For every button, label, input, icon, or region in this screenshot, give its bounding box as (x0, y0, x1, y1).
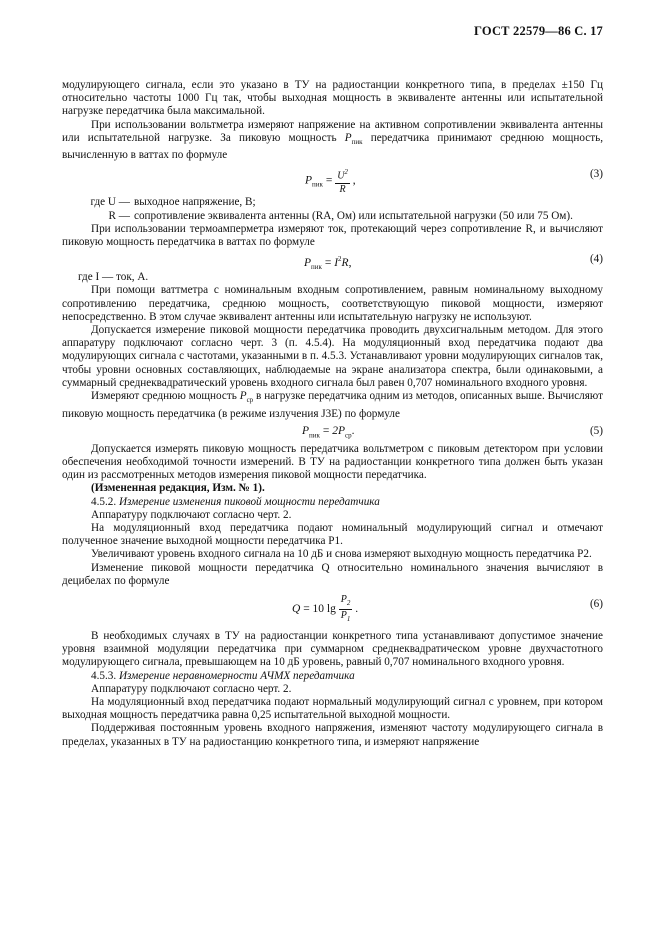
where-text: выходное напряжение, В; (134, 196, 256, 209)
where-label: где U — (90, 196, 130, 209)
paragraph: Увеличивают уровень входного сигнала на 10 дБ и снова измеряют выходную мощность передатчика P2. (91, 548, 592, 561)
paragraph: Изменение пиковой мощности передатчика Q относительно номинального значения вычисляют в децибелах по формуле (62, 561, 603, 587)
amendment-note: (Измененная редакция, Изм. № 1). (91, 482, 265, 495)
formula-5 (62, 421, 603, 443)
formula-4-expression: $P_{пик} = I^2R$, (304, 255, 352, 272)
where-block (62, 196, 603, 222)
paragraph: Допускается измерение пиковой мощности передатчика проводить двухсигнальным методом. Для этого аппаратуру подключают согласно черт. 3 (п. 4.5.4). На модуляционный вход передатчика подают два модулирующих сигнала с частотами, указанными в п. 4.5.3. Устанавливают уровни модулирующих сигналов так, чтобы уровни основных составляющих, наблюдаемые на экране анализатора спектра, были одинаковыми, а суммарный среднеквадратический уровень входного сигнала был равен 0,707 номинального входного уровня. (62, 324, 603, 389)
paragraph: Допускается измерять пиковую мощность передатчика вольтметром с пиковым детектором при условии обеспечения необходимой точности измерений. В ТУ на радиостанции конкретного типа должен быть указан один из рассмотренных методов измерения пиковой мощности передатчика. (62, 442, 603, 482)
where-text: где I — ток, А. (78, 271, 149, 284)
formula-4-number: (4) (589, 253, 603, 266)
paragraph: При использовании вольтметра измеряют напряжение на активном сопротивлении эквивалента антенны или испытательной нагрузке. За пиковую мощность $P_{пик}$ передатчика принимают среднюю мощность, вычисленную в ваттах по формуле (62, 118, 604, 162)
formula-6-expression: Q = 10 lg $\frac{P_2}{P_1}$ . (292, 593, 359, 623)
formula-3 (62, 162, 603, 196)
formula-3-expression: $P_{пик}$ = $\frac{U^2}{R}$ , (305, 168, 356, 195)
section-heading: 4.5.2. Измерение изменения пиковой мощности передатчика (91, 495, 380, 508)
formula-6-number: (6) (589, 597, 603, 610)
section-heading: 4.5.3. Измерение неравномерности АЧМХ передатчика (91, 669, 355, 682)
formula-6 (62, 588, 603, 630)
paragraph: В необходимых случаях в ТУ на радиостанции конкретного типа устанавливают допустимое значение уровня взаимной модуляции передатчика при суммарном среднеквадратическом уровне двухчастотного модулирующего сигнала, превышающем на 10 дБ уровень, равный 0,707 номинального входного уровня. (62, 629, 603, 669)
paragraph: При использовании термоамперметра измеряют ток, протекающий через сопротивление R, и вычисляют пиковую мощность передатчика в ваттах по формуле (62, 222, 603, 249)
formula-4 (62, 249, 603, 271)
formula-5-number: (5) (589, 424, 603, 437)
paragraph: На модуляционный вход передатчика подают номинальный модулирующий сигнал и отмечают полученное значение выходной мощности передатчика P1. (62, 521, 603, 548)
paragraph: На модуляционный вход передатчика подают нормальный модулирующий сигнал с уровнем, при котором выходная мощность передатчика равна 0,25 испытательной выходной мощности. (62, 695, 603, 722)
page-header: ГОСТ 22579—86 С. 17 (474, 24, 603, 38)
paragraph: Аппаратуру подключают согласно черт. 2. (91, 682, 292, 695)
document-body (62, 79, 603, 749)
paragraph: При помощи ваттметра с номинальным входным сопротивлением, равным номинальному выходному сопротивлению передатчика, среднюю мощность, соответствующую пиковой мощности, измеряют непосредственно. В этом случае эквивалент антенны или испытательную нагрузку не используют. (62, 284, 603, 323)
where-text: сопротивление эквивалента антенны (RА, Ом) или испытательной нагрузки (50 или 75 Ом). (134, 209, 573, 222)
paragraph: модулирующего сигнала, если это указано в ТУ на радиостанции конкретного типа, в пределах ±150 Гц относительно частоты 1000 Гц так, чтобы выходная мощность в эквиваленте антенны или испытательной нагрузке передатчика была максимальной. (62, 79, 603, 118)
paragraph: Измеряют среднюю мощность $P_{ср}$ в нагрузке передатчика одним из методов, описанных выше. Вычисляют пиковую мощность передатчика (в режиме излучения J3E) по формуле (62, 390, 604, 420)
paragraph: Поддерживая постоянным уровень входного напряжения, изменяют частоту модулирующего сигнала в пределах, указанных в ТУ на радиостанцию конкретного типа, и измеряют напряжение (62, 722, 603, 748)
paragraph: Аппаратуру подключают согласно черт. 2. (91, 508, 292, 521)
formula-3-number: (3) (589, 168, 603, 181)
formula-5-expression: $P_{пик} = 2P_{ср}$. (302, 424, 355, 440)
where-label: R — (108, 209, 130, 222)
